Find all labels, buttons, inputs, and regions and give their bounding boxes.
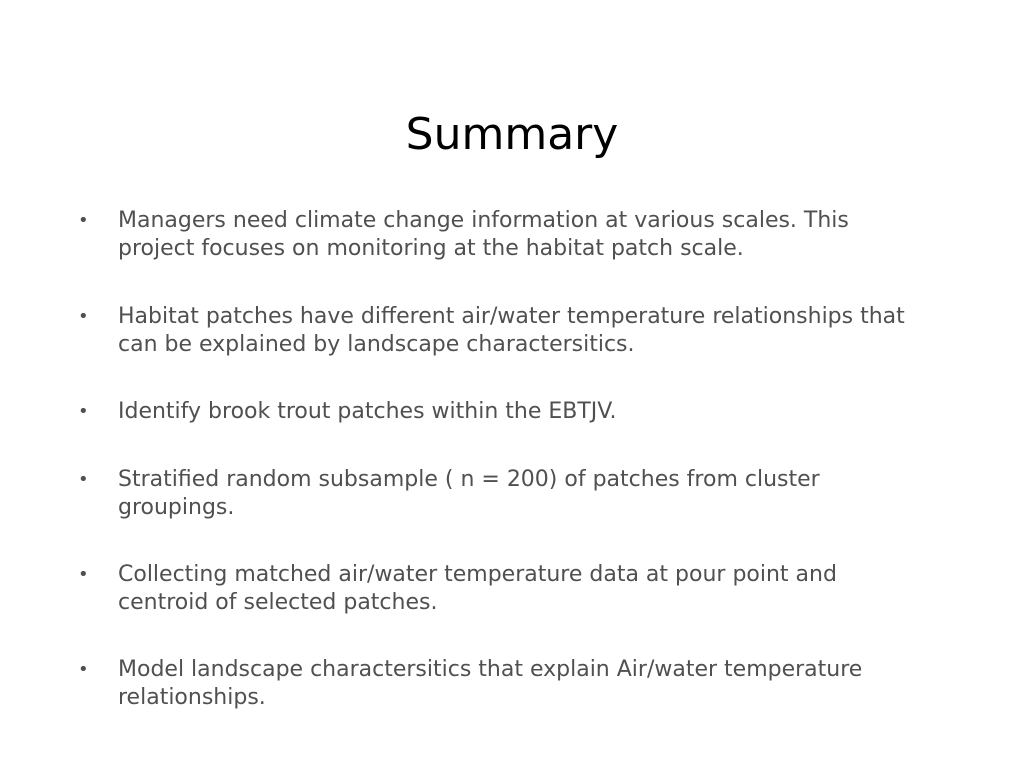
bullet-marker: •	[78, 210, 89, 231]
bullet-item	[78, 303, 928, 359]
bullet-marker: •	[78, 401, 89, 422]
bullet-text: Collecting matched air/water temperature data at pour point and centroid of selected patches.	[118, 562, 837, 615]
bullet-text: Stratified random subsample ( n = 200) of patches from cluster groupings.	[118, 467, 820, 520]
bullet-marker: •	[78, 469, 89, 490]
bullet-item	[78, 656, 928, 712]
bullet-text: Managers need climate change information at various scales. This project focuses on monitoring at the habitat patch scale.	[118, 208, 849, 261]
bullet-marker: •	[78, 659, 89, 680]
bullet-item	[78, 561, 928, 617]
bullet-text: Habitat patches have different air/water temperature relationships that can be explained by landscape charactersitics.	[118, 304, 905, 357]
bullet-item	[78, 207, 928, 263]
bullet-item	[78, 466, 928, 522]
bullet-item	[78, 398, 928, 426]
bullet-marker: •	[78, 564, 89, 585]
bullet-text: Model landscape charactersitics that explain Air/water temperature relationships.	[118, 657, 863, 710]
bullet-text: Identify brook trout patches within the EBTJV.	[118, 399, 617, 424]
bullet-marker: •	[78, 306, 89, 327]
slide-title: Summary	[405, 109, 619, 160]
